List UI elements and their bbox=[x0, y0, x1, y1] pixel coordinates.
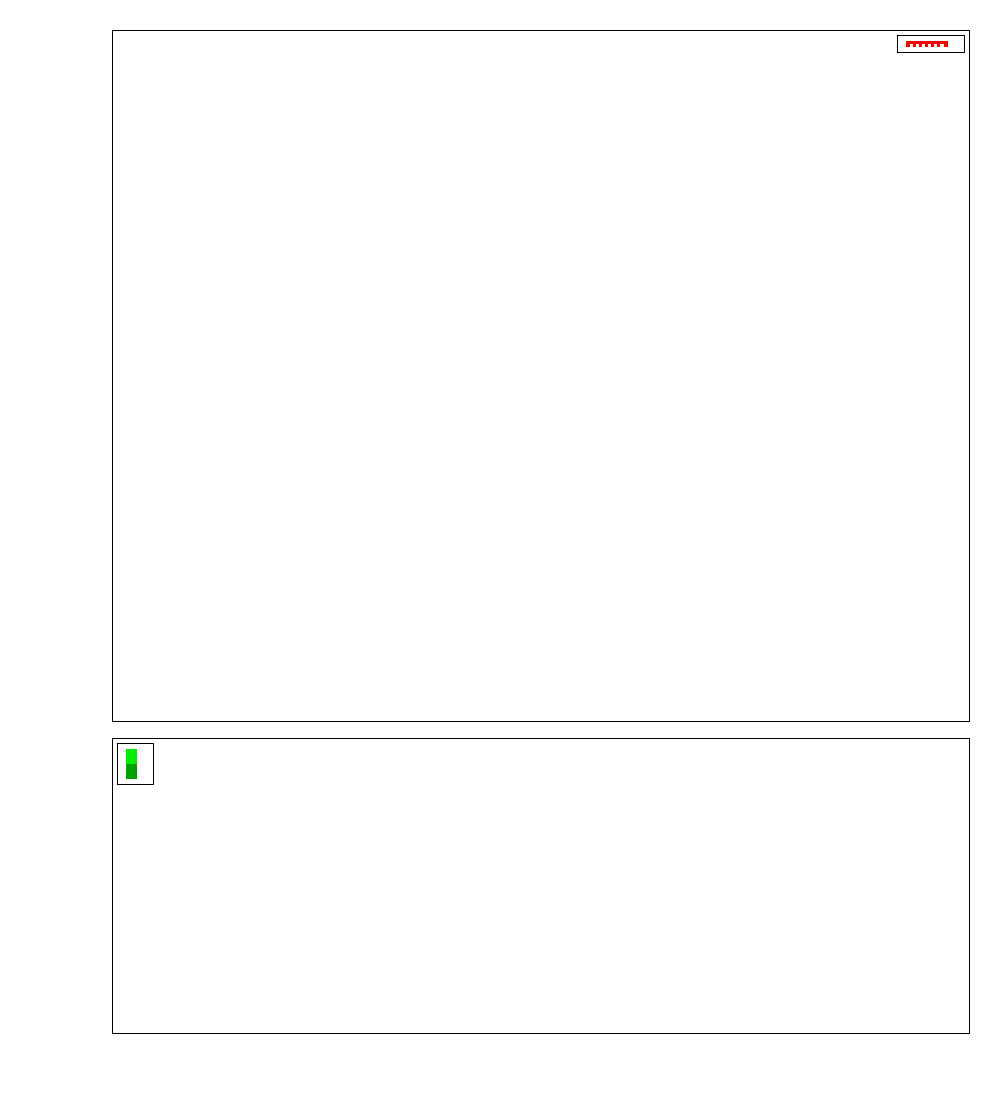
legend-item-available-ruptures bbox=[126, 749, 145, 764]
cumulative-rate-plot-area bbox=[112, 30, 970, 722]
rupture-count-plot-area bbox=[112, 738, 970, 1034]
dark-green-square-icon bbox=[126, 764, 137, 779]
legend-item-utilized-ruptures bbox=[126, 764, 145, 779]
top-legend bbox=[897, 35, 965, 53]
dotted-line-icon bbox=[906, 44, 948, 47]
legend-item-nucleation bbox=[906, 44, 956, 47]
bottom-legend bbox=[117, 743, 154, 785]
green-square-icon bbox=[126, 749, 137, 764]
